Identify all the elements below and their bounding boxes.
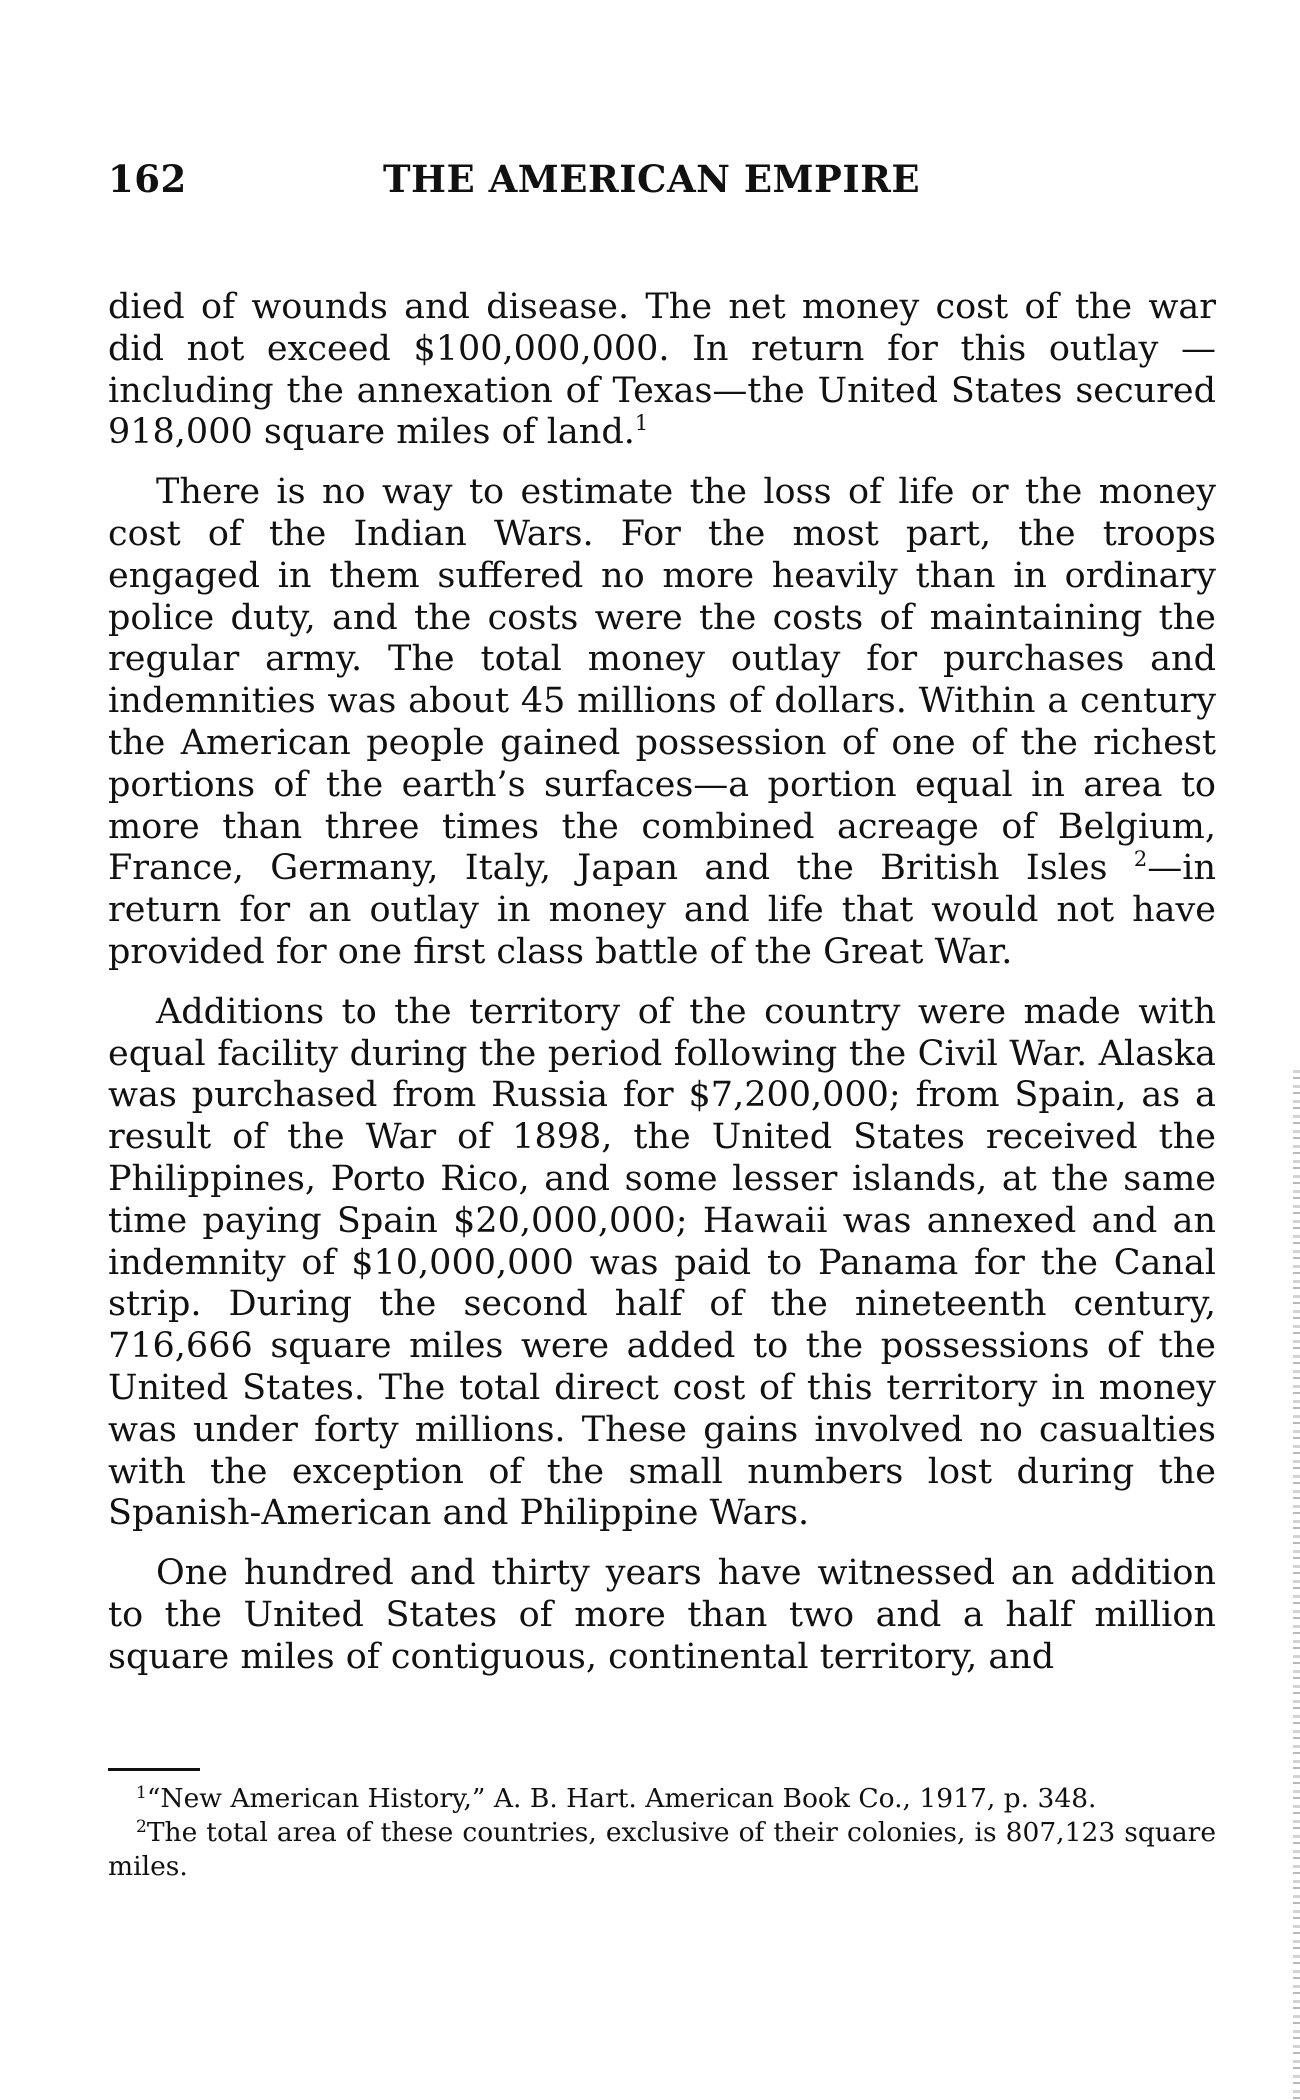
footnote-2-text: The total area of these countries, exclusive of their colonies, is 807,123 square miles. [108,1817,1216,1882]
footnote-ref-1: 1 [634,411,649,436]
scan-edge-shadow [1293,1070,1300,2100]
footnote-1-marker: 1 [136,1783,147,1803]
paragraph-2-text-a: There is no way to estimate the loss of life or the money cost of the Indian Wars. For the most part, the troops engaged in them suffered no more heavily than in ordinary police duty, and the costs were the costs of maintaining the regular army. The total money outlay for purchases and indemnities was about 45 millions of dollars. Within a century the American people gained possession of one of the richest portions of the earth’s surfaces—a portion equal in area to more than three times the combined acreage of Belgium, France, Germany, Italy, Japan and the British Isles [108,472,1216,889]
paragraph-3: Additions to the territory of the country were made with equal facility during the period following the Civil War. Alaska was purchased from Russia for $7,200,000; from Spain, as a result of the War of 1898, the United States received the Philippines, Porto Rico, and some lesser islands, at the same time paying Spain $20,000,000; Hawaii was annexed and an indemnity of $10,000,000 was paid to Panama for the Canal strip. During the second half of the nineteenth century, 716,666 square miles were added to the possessions of the United States. The total direct cost of this territory in money was under forty millions. These gains involved no casualties with the exception of the small numbers lost during the Spanish-American and Philippine Wars. [108,991,1216,1534]
footnote-1 [108,1782,1216,1816]
paragraph-2-text-b: —in return for an outlay in money and life that would not have provided for one first class battle of the Great War. [108,848,1216,972]
paragraph-1 [108,287,1216,454]
running-title: THE AMERICAN EMPIRE [383,157,921,201]
paragraph-1-text: died of wounds and disease. The net money cost of the war did not exceed $100,000,000. In return for this outlay —including the annexation of Texas—the United States secured 918,000 square miles of land. [108,287,1216,453]
footnote-2-marker: 2 [136,1817,147,1837]
page-number: 162 [108,157,187,201]
footnote-2 [108,1816,1216,1884]
body-text [108,287,1216,1679]
footnote-ref-2: 2 [1133,847,1148,872]
paragraph-4: One hundred and thirty years have witnessed an addition to the United States of more than two and a half million square miles of contiguous, continental territory, and [108,1553,1216,1677]
paragraph-2 [108,472,1216,974]
footnote-rule [108,1768,200,1771]
footnotes [108,1782,1216,1884]
footnote-1-text: “New American History,” A. B. Hart. American Book Co., 1917, p. 348. [146,1783,1097,1814]
